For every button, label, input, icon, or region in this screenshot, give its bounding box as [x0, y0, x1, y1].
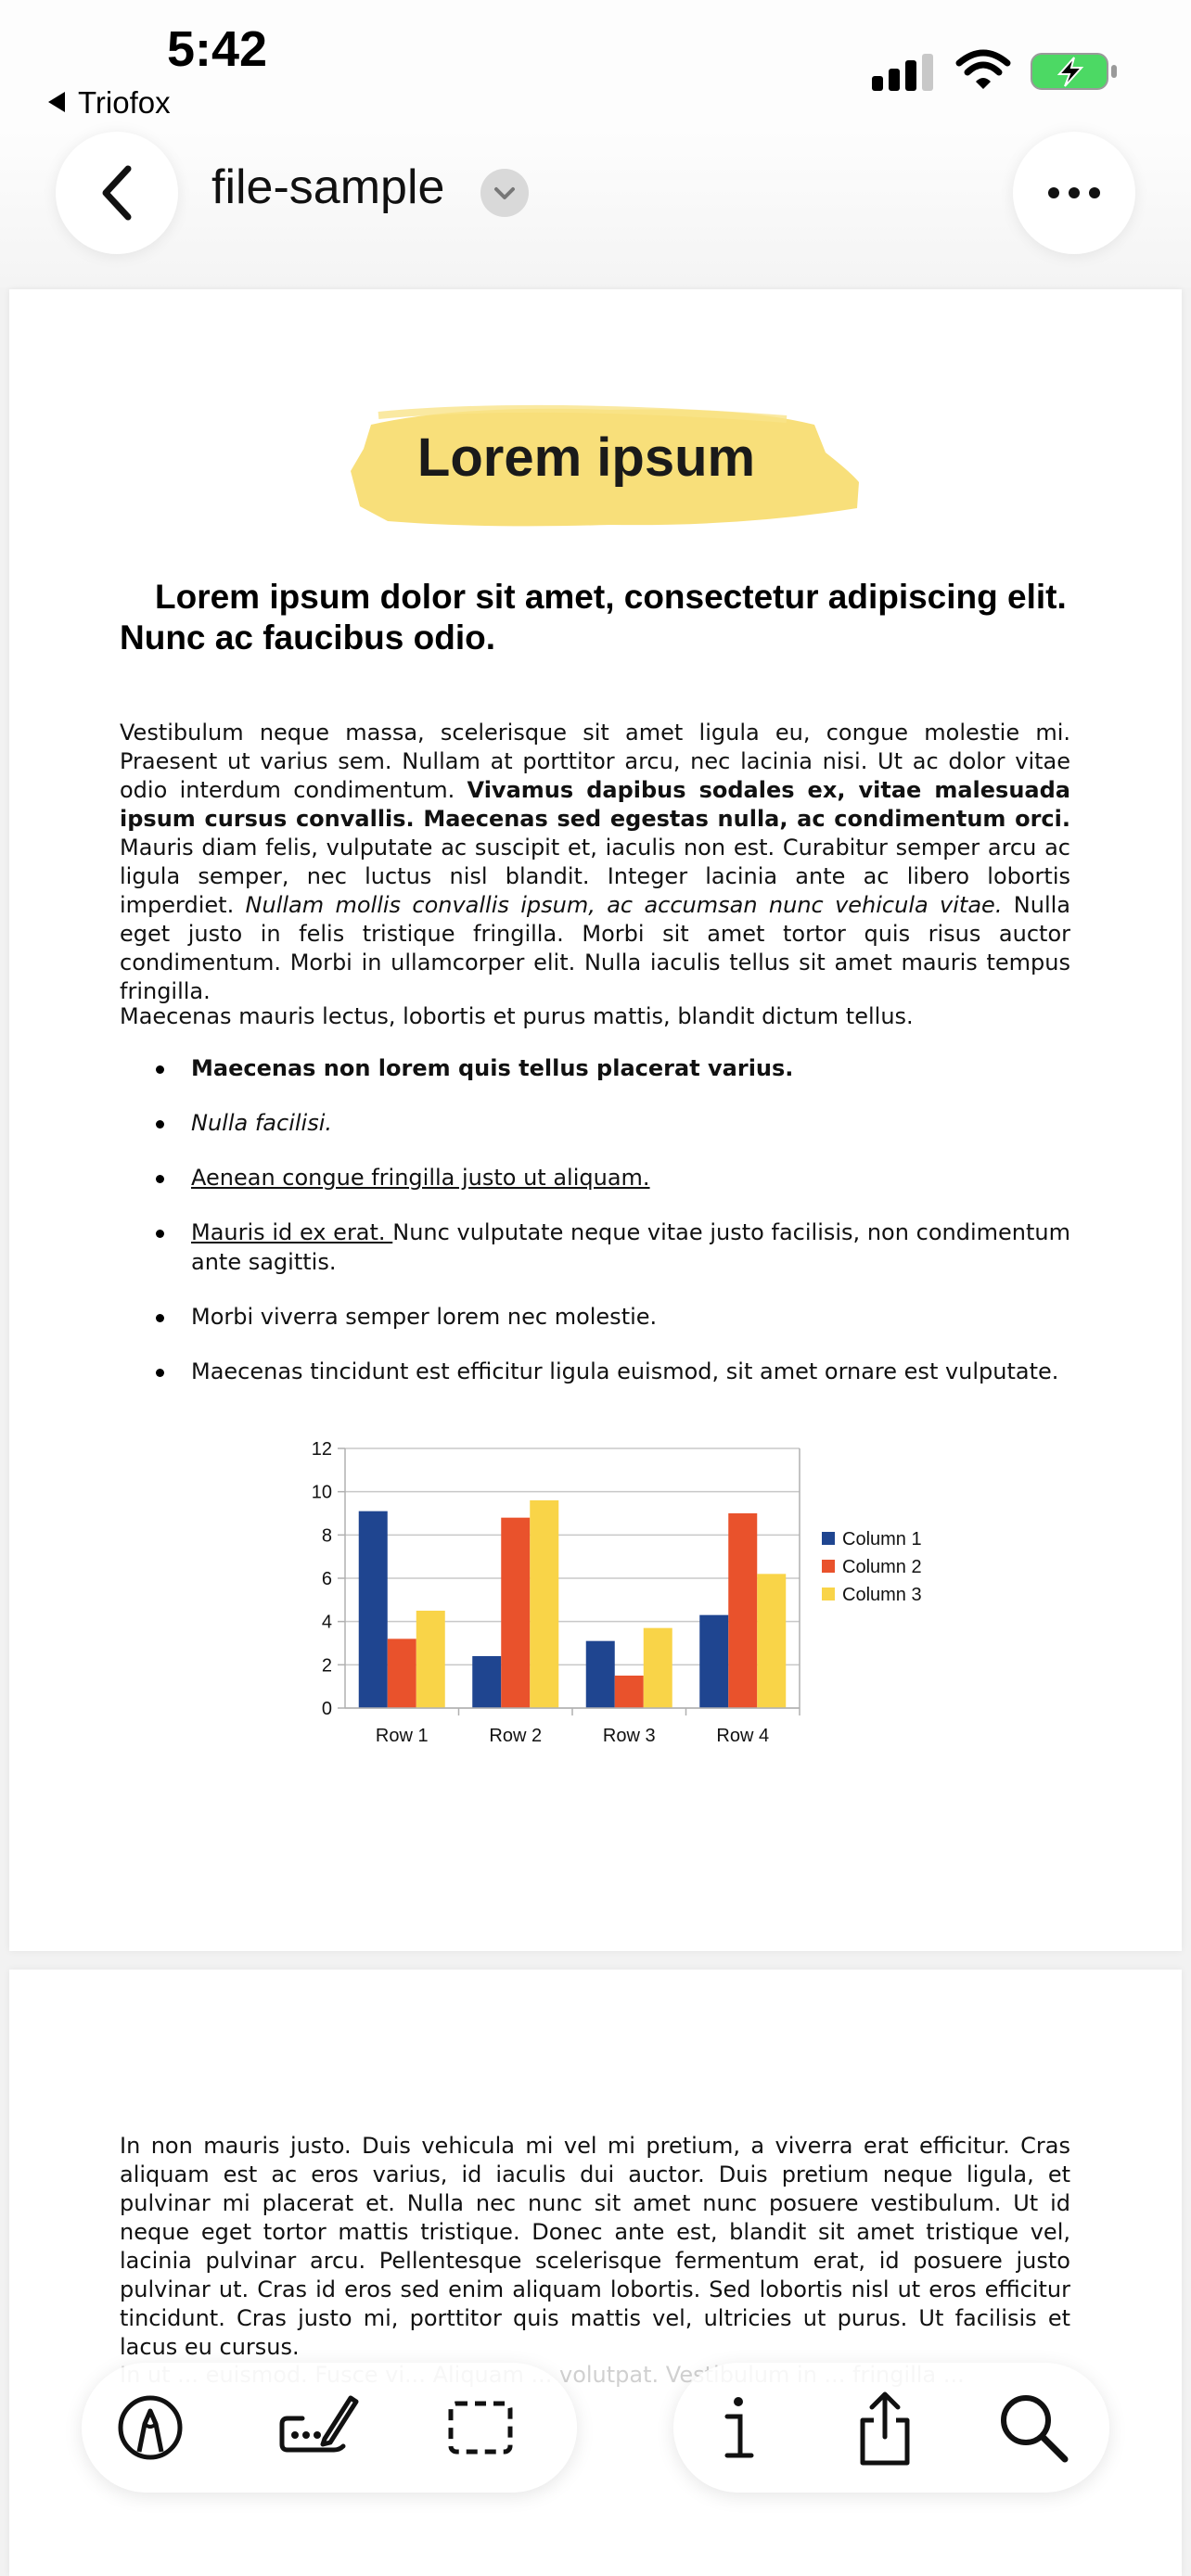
bar [472, 1656, 501, 1708]
bar [728, 1513, 757, 1708]
paragraph-2: Maecenas mauris lectus, lobortis et purus mattis, blandit dictum tellus. [120, 1003, 914, 1029]
battery-charging-icon [1030, 52, 1119, 91]
wifi-icon [955, 48, 1011, 91]
cellular-signal-icon [872, 48, 933, 91]
paragraph-1 [120, 719, 1070, 1006]
p1-italic-text: Nullam mollis convallis ipsum, ac accumsan nunc vehicula vitae. [245, 892, 1003, 918]
legend-swatch [822, 1588, 835, 1600]
y-tick-label: 4 [321, 1612, 332, 1633]
back-to-app-link[interactable] [48, 85, 171, 121]
bullet-5-text: Morbi viverra semper lorem nec molestie. [191, 1304, 658, 1330]
actions-toolbar [673, 2363, 1109, 2493]
y-tick-label: 6 [321, 1569, 332, 1589]
signature-icon[interactable] [275, 2385, 360, 2470]
chevron-left-icon [56, 132, 178, 254]
list-item [120, 1218, 1070, 1277]
legend-swatch [822, 1532, 835, 1545]
selection-icon[interactable] [438, 2385, 523, 2470]
bar [615, 1676, 644, 1708]
annotation-toolbar [82, 2363, 577, 2493]
list-item [120, 1357, 1070, 1386]
y-tick-label: 2 [321, 1655, 332, 1677]
list-item [120, 1108, 1070, 1138]
list-item [120, 1302, 1070, 1332]
bar [586, 1641, 615, 1708]
y-tick-label: 8 [321, 1525, 332, 1547]
back-button[interactable] [56, 132, 178, 254]
status-bar [0, 0, 1191, 130]
p1-text-e: Nulla eget justo in felis tristique fringilla. Morbi sit amet tortor quis risus auctor condimentum. Morbi in ullamcorper elit. Nulla iaculis tellus sit amet mauris tempus fringilla. [120, 892, 1071, 1004]
search-icon[interactable] [991, 2385, 1076, 2470]
back-app-label: Triofox [78, 85, 171, 120]
list-item [120, 1163, 1070, 1192]
p1-bold-text: Vivamus dapibus sodales ex, vitae malesuada ipsum cursus convallis. Maecenas sed egestas nulla, ac condimentum orci. [120, 777, 1070, 832]
status-time: 5:42 [167, 21, 268, 77]
y-tick-label: 10 [311, 1482, 332, 1503]
more-options-button[interactable] [1013, 132, 1135, 254]
document-subheading: Lorem ipsum dolor sit amet, consectetur adipiscing elit. Nunc ac faucibus odio. [120, 578, 1067, 657]
legend-label: Column 2 [842, 1557, 922, 1577]
document-heading: Lorem ipsum [416, 427, 756, 488]
p1-text-c: Mauris diam felis, vulputate ac suscipit et, iaculis non est. Curabitur semper arcu ac ligula semper, nec luctus nisl blandit. Integer lacinia ante ac libero lobortis imperdiet. [120, 835, 1070, 918]
x-tick-label: Row 4 [716, 1726, 770, 1746]
markup-icon[interactable] [108, 2385, 193, 2470]
paragraph-3: In non mauris justo. Duis vehicula mi vel mi pretium, a viverra erat efficitur. Cras aliquam est ac eros varius, id iaculis dui auctor. Duis pretium neque ligula, et pulvinar mi placerat et. Nulla nec nunc sit amet nunc posuere vestibulum. Ut id neque eget tortor mattis tristique. Donec ante est, blandit sit amet tristique vel, lacinia pulvinar arcu. Pellentesque scelerisque fermentum erat, id posuere justo pulvinar ut. Cras id eros sed enim aliquam lobortis. Sed lobortis nisl ut eros efficitur tincidunt. Cras justo mi, porttitor quis mattis vel, ultricies ut purus. Ut facilisis et lacus eu cursus. [120, 2133, 1070, 2360]
bar [530, 1500, 558, 1708]
chevron-down-icon [480, 169, 529, 217]
ellipsis-icon [1013, 132, 1135, 254]
paragraph-4-partial: volutpat. [559, 2362, 660, 2388]
list-item [120, 1053, 1070, 1083]
x-tick-label: Row 1 [375, 1726, 429, 1746]
bar-chart [278, 1428, 946, 1762]
bullet-6-text: Maecenas tincidunt est efficitur ligula euismod, sit amet ornare est vulputate. [191, 1358, 1059, 1384]
bullet-4-text: Nunc vulputate neque vitae justo facilisis, non condimentum ante sagittis. [191, 1219, 1070, 1275]
legend-label: Column 1 [842, 1529, 922, 1549]
bar [359, 1511, 388, 1708]
bar [501, 1518, 530, 1708]
x-tick-label: Row 2 [489, 1726, 543, 1746]
document-title-menu[interactable]: file-sample [211, 160, 445, 214]
bullet-2-text: Nulla facilisi. [191, 1110, 332, 1136]
bar [416, 1611, 445, 1708]
bullet-4-link[interactable]: Mauris id ex erat. [191, 1219, 393, 1245]
legend-label: Column 3 [842, 1585, 922, 1605]
p1-text-a: Vestibulum neque massa, scelerisque sit amet ligula eu, congue molestie mi. Praesent ut varius sem. Nullam at porttitor arcu, nec lacinia nisi. Ut ac dolor vitae odio interdum condimentum. [120, 720, 1070, 803]
bar [388, 1639, 416, 1708]
bullet-3-link[interactable]: Aenean congue fringilla justo ut aliquam. [191, 1165, 650, 1191]
x-tick-label: Row 3 [602, 1726, 656, 1746]
back-triangle-icon [48, 92, 65, 112]
bar [699, 1615, 728, 1708]
bullet-list [120, 1053, 1070, 1411]
y-tick-label: 12 [311, 1439, 332, 1460]
y-tick-label: 0 [321, 1699, 332, 1719]
info-icon[interactable] [696, 2385, 781, 2470]
title-dropdown-button[interactable] [480, 169, 529, 217]
bar [757, 1574, 786, 1708]
bar [644, 1628, 672, 1708]
share-icon[interactable] [842, 2385, 928, 2470]
bullet-1-text: Maecenas non lorem quis tellus placerat varius. [191, 1055, 794, 1081]
legend-swatch [822, 1560, 835, 1573]
